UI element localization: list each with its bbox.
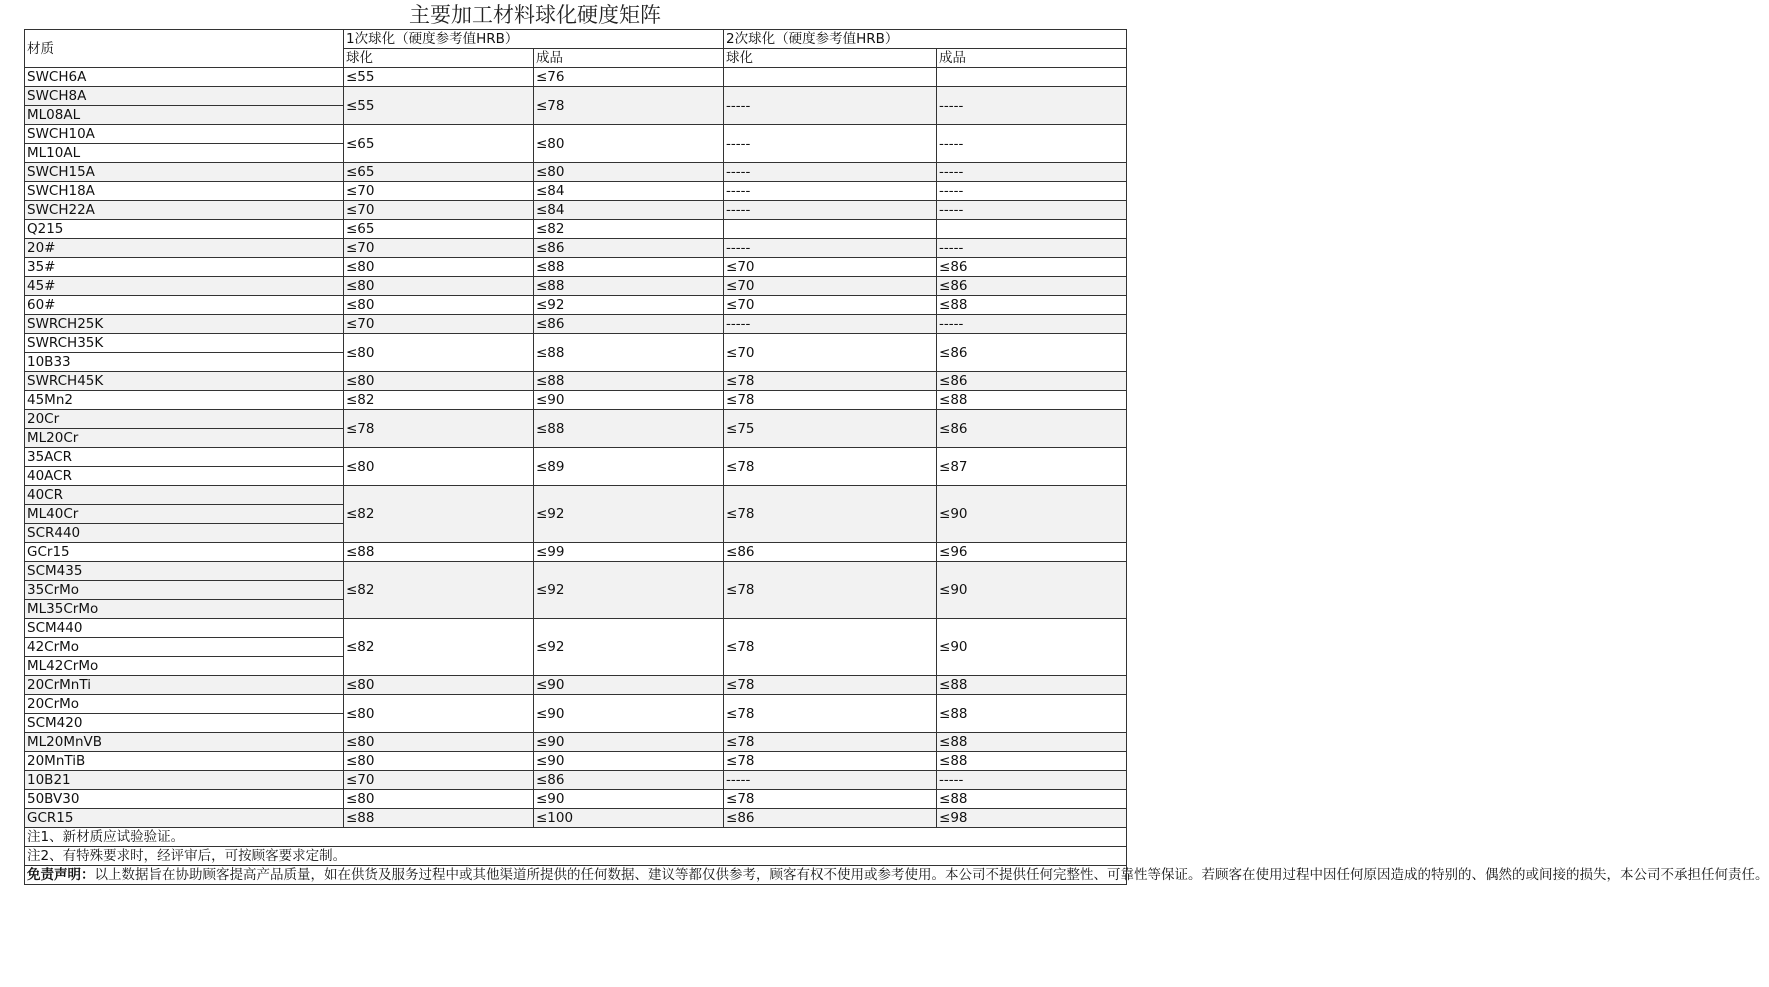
pass1-spheroid-value: ≤80 xyxy=(344,448,534,486)
material-cell: ML40Cr xyxy=(25,505,344,524)
material-cell: ML42CrMo xyxy=(25,657,344,676)
pass1-product-value: ≤90 xyxy=(534,391,724,410)
pass2-spheroid-value: ≤75 xyxy=(724,410,937,448)
pass1-spheroid-value: ≤70 xyxy=(344,239,534,258)
pass1-spheroid-value: ≤82 xyxy=(344,486,534,543)
pass2-spheroid-value xyxy=(724,68,937,87)
material-cell: SCM440 xyxy=(25,619,344,638)
pass1-spheroid-value: ≤82 xyxy=(344,619,534,676)
header-pass1-product: 成品 xyxy=(534,49,724,68)
material-cell: ML10AL xyxy=(25,144,344,163)
pass2-spheroid-value: ≤78 xyxy=(724,695,937,733)
table-row xyxy=(25,258,1127,277)
material-cell: GCR15 xyxy=(25,809,344,828)
header-row-1 xyxy=(25,30,1127,49)
pass2-product-value: ≤86 xyxy=(937,334,1127,372)
table-row xyxy=(25,752,1127,771)
pass2-spheroid-value: ≤70 xyxy=(724,258,937,277)
material-cell: 35# xyxy=(25,258,344,277)
table-row xyxy=(25,239,1127,258)
pass2-product-value: ≤88 xyxy=(937,790,1127,809)
disclaimer-label: 免责声明： xyxy=(27,867,95,883)
pass1-product-value: ≤90 xyxy=(534,752,724,771)
material-cell: 35CrMo xyxy=(25,581,344,600)
hardness-matrix-table xyxy=(24,29,1769,885)
table-row xyxy=(25,334,1127,353)
pass2-spheroid-value: ≤78 xyxy=(724,752,937,771)
pass2-spheroid-value: ≤78 xyxy=(724,790,937,809)
pass2-spheroid-value: ≤78 xyxy=(724,372,937,391)
table-row xyxy=(25,733,1127,752)
pass1-spheroid-value: ≤80 xyxy=(344,372,534,391)
pass2-spheroid-value: ≤78 xyxy=(724,448,937,486)
pass1-spheroid-value: ≤80 xyxy=(344,334,534,372)
header-pass2-spheroid: 球化 xyxy=(724,49,937,68)
pass1-product-value: ≤90 xyxy=(534,676,724,695)
material-cell: ML35CrMo xyxy=(25,600,344,619)
pass2-product-value: ----- xyxy=(937,771,1127,790)
header-pass1-spheroid: 球化 xyxy=(344,49,534,68)
header-pass2: 2次球化（硬度参考值HRB） xyxy=(724,30,1127,49)
header-material: 材质 xyxy=(25,30,344,68)
page-title: 主要加工材料球化硬度矩阵 xyxy=(409,3,661,27)
material-cell: ML20MnVB xyxy=(25,733,344,752)
pass2-product-value: ----- xyxy=(937,201,1127,220)
pass2-spheroid-value: ----- xyxy=(724,182,937,201)
pass1-product-value: ≤86 xyxy=(534,771,724,790)
table-row xyxy=(25,87,1127,106)
pass2-product-value: ≤88 xyxy=(937,676,1127,695)
table-row xyxy=(25,809,1127,828)
note-row xyxy=(25,847,1127,866)
pass1-product-value: ≤92 xyxy=(534,296,724,315)
pass2-product-value: ≤88 xyxy=(937,695,1127,733)
header-pass1: 1次球化（硬度参考值HRB） xyxy=(344,30,724,49)
pass2-product-value: ----- xyxy=(937,125,1127,163)
material-cell: SWCH8A xyxy=(25,87,344,106)
material-cell: SWCH6A xyxy=(25,68,344,87)
pass1-product-value: ≤92 xyxy=(534,486,724,543)
pass1-spheroid-value: ≤70 xyxy=(344,201,534,220)
material-cell: SCR440 xyxy=(25,524,344,543)
pass2-product-value: ≤88 xyxy=(937,733,1127,752)
pass1-product-value: ≤90 xyxy=(534,790,724,809)
material-cell: 10B33 xyxy=(25,353,344,372)
pass2-product-value: ----- xyxy=(937,315,1127,334)
pass2-spheroid-value: ----- xyxy=(724,239,937,258)
material-cell: 20Cr xyxy=(25,410,344,429)
material-cell: 20CrMo xyxy=(25,695,344,714)
pass1-product-value: ≤90 xyxy=(534,695,724,733)
pass1-product-value: ≤82 xyxy=(534,220,724,239)
pass2-product-value: ----- xyxy=(937,239,1127,258)
table-row xyxy=(25,771,1127,790)
pass1-spheroid-value: ≤55 xyxy=(344,87,534,125)
pass1-spheroid-value: ≤70 xyxy=(344,182,534,201)
pass1-product-value: ≤90 xyxy=(534,733,724,752)
pass1-product-value: ≤92 xyxy=(534,562,724,619)
material-cell: SCM420 xyxy=(25,714,344,733)
pass2-product-value: ≤86 xyxy=(937,258,1127,277)
pass2-spheroid-value: ≤78 xyxy=(724,391,937,410)
pass2-spheroid-value: ≤70 xyxy=(724,296,937,315)
pass2-product-value: ≤87 xyxy=(937,448,1127,486)
table-row xyxy=(25,296,1127,315)
pass2-product-value: ≤98 xyxy=(937,809,1127,828)
pass1-product-value: ≤99 xyxy=(534,543,724,562)
material-cell: SWCH18A xyxy=(25,182,344,201)
disclaimer-row xyxy=(25,866,1127,885)
material-cell: 20# xyxy=(25,239,344,258)
pass2-product-value: ≤86 xyxy=(937,277,1127,296)
pass2-product-value: ≤88 xyxy=(937,391,1127,410)
pass2-product-value: ≤86 xyxy=(937,372,1127,391)
pass1-product-value: ≤78 xyxy=(534,87,724,125)
pass2-spheroid-value: ≤86 xyxy=(724,543,937,562)
pass2-product-value: ≤88 xyxy=(937,752,1127,771)
pass2-product-value: ≤90 xyxy=(937,619,1127,676)
pass2-spheroid-value: ≤78 xyxy=(724,486,937,543)
material-cell: 60# xyxy=(25,296,344,315)
pass2-spheroid-value: ----- xyxy=(724,201,937,220)
disclaimer xyxy=(25,866,1769,885)
table-row xyxy=(25,562,1127,581)
header-pass2-product: 成品 xyxy=(937,49,1127,68)
pass1-spheroid-value: ≤78 xyxy=(344,410,534,448)
pass1-product-value: ≤88 xyxy=(534,334,724,372)
pass1-spheroid-value: ≤80 xyxy=(344,790,534,809)
pass1-spheroid-value: ≤80 xyxy=(344,258,534,277)
material-cell: 35ACR xyxy=(25,448,344,467)
pass1-product-value: ≤88 xyxy=(534,258,724,277)
table-row xyxy=(25,676,1127,695)
pass1-spheroid-value: ≤80 xyxy=(344,296,534,315)
pass2-spheroid-value: ≤78 xyxy=(724,676,937,695)
pass1-spheroid-value: ≤82 xyxy=(344,562,534,619)
pass1-product-value: ≤89 xyxy=(534,448,724,486)
pass1-product-value: ≤76 xyxy=(534,68,724,87)
pass2-product-value: ≤86 xyxy=(937,410,1127,448)
disclaimer-text: 以上数据旨在协助顾客提高产品质量，如在供货及服务过程中或其他渠道所提供的任何数据、建议等都仅供参考，顾客有权不使用或参考使用。本公司不提供任何完整性、可靠性等保证。若顾客在使用过程中因任何原因造成的特别的、偶然的或间接的损失，本公司不承担任何责任。 xyxy=(94,867,1769,883)
table-row xyxy=(25,372,1127,391)
material-cell: 42CrMo xyxy=(25,638,344,657)
material-cell: ML08AL xyxy=(25,106,344,125)
pass1-product-value: ≤84 xyxy=(534,182,724,201)
material-cell: SWCH10A xyxy=(25,125,344,144)
pass2-spheroid-value: ≤70 xyxy=(724,334,937,372)
note-2: 注2、有特殊要求时，经评审后，可按顾客要求定制。 xyxy=(25,847,1127,866)
pass1-spheroid-value: ≤80 xyxy=(344,752,534,771)
table-row xyxy=(25,315,1127,334)
pass1-product-value: ≤80 xyxy=(534,125,724,163)
pass1-product-value: ≤88 xyxy=(534,277,724,296)
pass1-product-value: ≤86 xyxy=(534,315,724,334)
material-cell: SWRCH25K xyxy=(25,315,344,334)
table-row xyxy=(25,543,1127,562)
pass2-product-value xyxy=(937,68,1127,87)
material-cell: 50BV30 xyxy=(25,790,344,809)
table-row xyxy=(25,486,1127,505)
pass1-spheroid-value: ≤80 xyxy=(344,676,534,695)
table-row xyxy=(25,391,1127,410)
material-cell: 10B21 xyxy=(25,771,344,790)
table-row xyxy=(25,163,1127,182)
pass2-product-value xyxy=(937,220,1127,239)
material-cell: ML20Cr xyxy=(25,429,344,448)
matrix-body xyxy=(25,68,1127,828)
pass1-spheroid-value: ≤70 xyxy=(344,315,534,334)
pass1-product-value: ≤80 xyxy=(534,163,724,182)
pass1-spheroid-value: ≤65 xyxy=(344,163,534,182)
pass2-spheroid-value: ≤78 xyxy=(724,562,937,619)
pass1-product-value: ≤86 xyxy=(534,239,724,258)
pass2-spheroid-value: ----- xyxy=(724,771,937,790)
pass2-spheroid-value: ----- xyxy=(724,315,937,334)
pass1-spheroid-value: ≤80 xyxy=(344,733,534,752)
pass1-product-value: ≤88 xyxy=(534,410,724,448)
pass2-product-value: ≤90 xyxy=(937,486,1127,543)
table-row xyxy=(25,201,1127,220)
pass1-spheroid-value: ≤82 xyxy=(344,391,534,410)
pass2-product-value: ≤96 xyxy=(937,543,1127,562)
pass2-product-value: ----- xyxy=(937,87,1127,125)
table-row xyxy=(25,277,1127,296)
pass2-spheroid-value xyxy=(724,220,937,239)
pass1-spheroid-value: ≤70 xyxy=(344,771,534,790)
material-cell: SWCH22A xyxy=(25,201,344,220)
material-cell: 20MnTiB xyxy=(25,752,344,771)
pass2-product-value: ----- xyxy=(937,182,1127,201)
table-row xyxy=(25,619,1127,638)
material-cell: 40ACR xyxy=(25,467,344,486)
pass2-product-value: ≤88 xyxy=(937,296,1127,315)
table-row xyxy=(25,790,1127,809)
material-cell: 45Mn2 xyxy=(25,391,344,410)
pass1-spheroid-value: ≤55 xyxy=(344,68,534,87)
table-row xyxy=(25,448,1127,467)
pass2-spheroid-value: ----- xyxy=(724,163,937,182)
pass1-spheroid-value: ≤80 xyxy=(344,695,534,733)
note-1: 注1、新材质应试验验证。 xyxy=(25,828,1127,847)
table-row xyxy=(25,410,1127,429)
pass1-product-value: ≤88 xyxy=(534,372,724,391)
material-cell: GCr15 xyxy=(25,543,344,562)
pass1-product-value: ≤84 xyxy=(534,201,724,220)
material-cell: SWRCH45K xyxy=(25,372,344,391)
note-row xyxy=(25,828,1127,847)
pass1-product-value: ≤100 xyxy=(534,809,724,828)
pass2-spheroid-value: ----- xyxy=(724,87,937,125)
pass2-spheroid-value: ≤70 xyxy=(724,277,937,296)
pass2-spheroid-value: ----- xyxy=(724,125,937,163)
pass1-spheroid-value: ≤80 xyxy=(344,277,534,296)
pass2-spheroid-value: ≤86 xyxy=(724,809,937,828)
pass2-product-value: ≤90 xyxy=(937,562,1127,619)
material-cell: SWRCH35K xyxy=(25,334,344,353)
pass1-product-value: ≤92 xyxy=(534,619,724,676)
pass2-spheroid-value: ≤78 xyxy=(724,733,937,752)
material-cell: 45# xyxy=(25,277,344,296)
material-cell: SWCH15A xyxy=(25,163,344,182)
pass1-spheroid-value: ≤88 xyxy=(344,809,534,828)
pass2-product-value: ----- xyxy=(937,163,1127,182)
table-row xyxy=(25,68,1127,87)
material-cell: Q215 xyxy=(25,220,344,239)
table-row xyxy=(25,220,1127,239)
table-row xyxy=(25,125,1127,144)
pass1-spheroid-value: ≤65 xyxy=(344,220,534,239)
pass2-spheroid-value: ≤78 xyxy=(724,619,937,676)
material-cell: 20CrMnTi xyxy=(25,676,344,695)
material-cell: 40CR xyxy=(25,486,344,505)
table-row xyxy=(25,695,1127,714)
material-cell: SCM435 xyxy=(25,562,344,581)
table-row xyxy=(25,182,1127,201)
pass1-spheroid-value: ≤88 xyxy=(344,543,534,562)
pass1-spheroid-value: ≤65 xyxy=(344,125,534,163)
